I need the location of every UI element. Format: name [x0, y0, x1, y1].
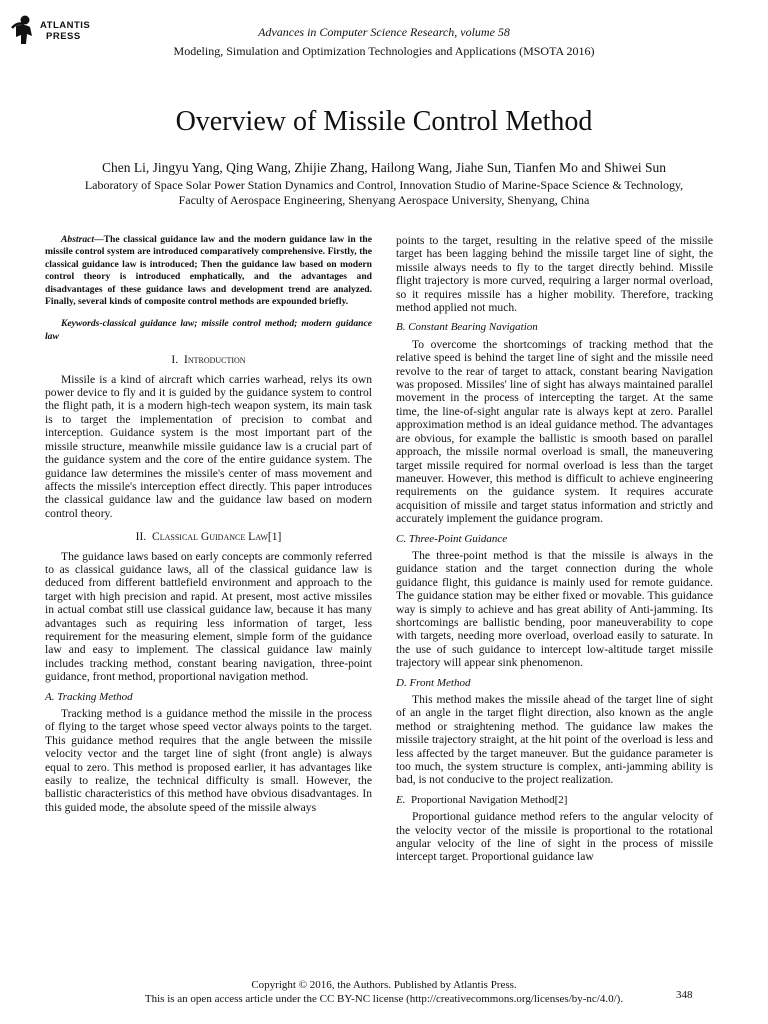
- abstract-lead: Abstract: [61, 234, 95, 245]
- section-title: Introduction: [183, 353, 246, 367]
- affiliation-line1: Laboratory of Space Solar Power Station Dynamics and Control, Innovation Studio of Marine-Space Science & Technology,: [84, 178, 684, 192]
- author-list: Chen Li, Jingyu Yang, Qing Wang, Zhijie Zhang, Hailong Wang, Jiahe Sun, Tianfen Mo and Shiwei Sun: [102, 160, 666, 175]
- constant-bearing-paragraph: To overcome the shortcomings of tracking method that the relative speed is behind the target line of sight and the missile need revolve to the rear of target to attack, constant bearing Navigation was proposed. Missiles' line of sight has always maintained parallel movement in the process of intercepting the target. At the same time, the line-of-sight angular rate is always kept at zero. Parallel approximation method is an ideal guidance method. The advantages are obvious, for example the ballistic is smooth based on parallel approach, the missile normal overload is small, the maneuvering target missile required for normal overload is less than the target maneuver. However, this method is difficult to achieve engineering requirements on the guidance system. It requires accurate acquisition of missile and target status information and strictly and accurately implement the guidance program.: [396, 337, 713, 526]
- journal-volume: Advances in Computer Science Research, volume 58: [258, 25, 510, 39]
- right-column: [396, 234, 713, 864]
- copyright-notice: Copyright © 2016, the Authors. Published by Atlantis Press.: [251, 979, 517, 991]
- conference-name: Modeling, Simulation and Optimization Technologies and Applications (MSOTA 2016): [173, 44, 595, 58]
- affiliation-line2: Faculty of Aerospace Engineering, Shenyang Aerospace University, Shenyang, China: [178, 193, 590, 207]
- section-heading-introduction: [45, 353, 372, 366]
- subsection-heading-tracking: A. Tracking Method: [45, 690, 133, 703]
- abstract-text: —The classical guidance law and the modern guidance law in the missile control system are introduced comparatively comprehensive. Firstly, the classical guidance law is introduced; Then the guidance law based on modern control theory is introduced emphatically, and the advantages and disadvantages of these guidance laws and development trend are analyzed. Finally, several kinds of composite control methods are expounded briefly.: [45, 234, 372, 308]
- logo-line2: PRESS: [46, 31, 81, 42]
- subsection-letter: E.: [396, 793, 406, 806]
- subsection-heading-proportional: [396, 794, 713, 807]
- section-heading-classical: [45, 530, 372, 543]
- left-column: [45, 234, 372, 814]
- subsection-heading-constant-bearing: B. Constant Bearing Navigation: [396, 321, 538, 334]
- section-number: I.: [171, 353, 179, 367]
- subsection-heading-front-method: D. Front Method: [396, 676, 471, 689]
- tracking-paragraph-continued: points to the target, resulting in the relative speed of the missile target has been lagging behind the missile target line of sight, the missile always needs to fly to the target directly behind. Missile flight trajectory is more curved, requiring a larger normal overload, so it requires missile has a higher mobility. Therefore, tracking method applied not much.: [396, 234, 713, 315]
- classical-paragraph: The guidance laws based on early concepts are commonly referred to as classical guidance laws, all of the classical guidance law is deduced from different battlefield environment and approach to the target with high precision and rapid. At present, most active missiles in actual combat still use classical guidance law, because it has many advantages such as requiring less information of target, less requirement for the measuring element, simple form of the guidance law and easy to implement. The classical guidance law mainly includes tracking method, constant bearing navigation, three-point guidance, front method, proportional navigation method.: [45, 549, 372, 684]
- abstract: [45, 234, 372, 308]
- subsection-heading-three-point: C. Three-Point Guidance: [396, 532, 508, 545]
- section-title: Classical Guidance Law[1]: [152, 530, 282, 544]
- proportional-paragraph: Proportional guidance method refers to the angular velocity of the velocity vector of the missile is proportional to the rotational angular velocity of the line of sight in the process of missile intercept target. Proportional guidance law: [396, 810, 713, 864]
- license-notice: This is an open access article under the CC BY-NC license (http://creativecommons.org/licenses/by-nc/4.0/).: [144, 993, 624, 1005]
- subsection-title: Proportional Navigation Method[2]: [410, 793, 568, 806]
- logo-line1: ATLANTIS: [40, 20, 91, 31]
- introduction-paragraph: Missile is a kind of aircraft which carries warhead, relys its own power device to fly and it is guided by the guidance system to control the flight path, it is a modern high-tech weapon system, its main task is to target the implementation of precision to combat and interception. Guidance system is the most important part of the missile structure, meanwhile missile guidance law is a crucial part of the guidance system and the core of the entire guidance system. The guidance law determines the missile's center of mass movement and affects the missile's interception effect directly. This paper introduces the classical guidance law and the guidance law based on modern control theory.: [45, 372, 372, 520]
- section-number: II.: [135, 530, 147, 544]
- keywords: Keywords-classical guidance law; missile control method; modern guidance law: [45, 318, 372, 342]
- three-point-paragraph: The three-point method is that the missile is always in the guidance station and the target connection during the whole guidance flight, this guidance is mainly used for remote guidance. The guidance station may be either fixed or movable. This guidance way is simply to achieve and has great ability of Anti-jamming. Its shortcomings are ballistic bending, poor maneuverability to cope with targets, needing more overload, overload easily to saturate. In the use of such guidance to intercept low-altitude target missile trajectory will appear sink phenomenon.: [396, 548, 713, 670]
- page-number: 348: [676, 989, 693, 1001]
- tracking-paragraph: Tracking method is a guidance method the missile in the process of flying to the target whose speed vector always points to the target. This guidance method requires that the angle between the missile velocity vector and the target line of sight (front angle) is always equal to zero. This method is proposed earlier, it has advantages like easily to realize, the technical difficulty is small. However, the ballistic characteristics of this method have obvious disadvantages. In this guided mode, the absolute speed of the missile always: [45, 707, 372, 814]
- front-method-paragraph: This method makes the missile ahead of the target line of sight of an angle in the target flight direction, also known as the angle method or straightening method. The guidance law makes the missile trajectory straight, at the hit point of the overload is less and less affected by the target maneuver. But the guidance parameter is too much, the system structure is complex, anti-jamming ability is bad, is not conducive to the project realization.: [396, 693, 713, 787]
- paper-title: Overview of Missile Control Method: [175, 106, 593, 137]
